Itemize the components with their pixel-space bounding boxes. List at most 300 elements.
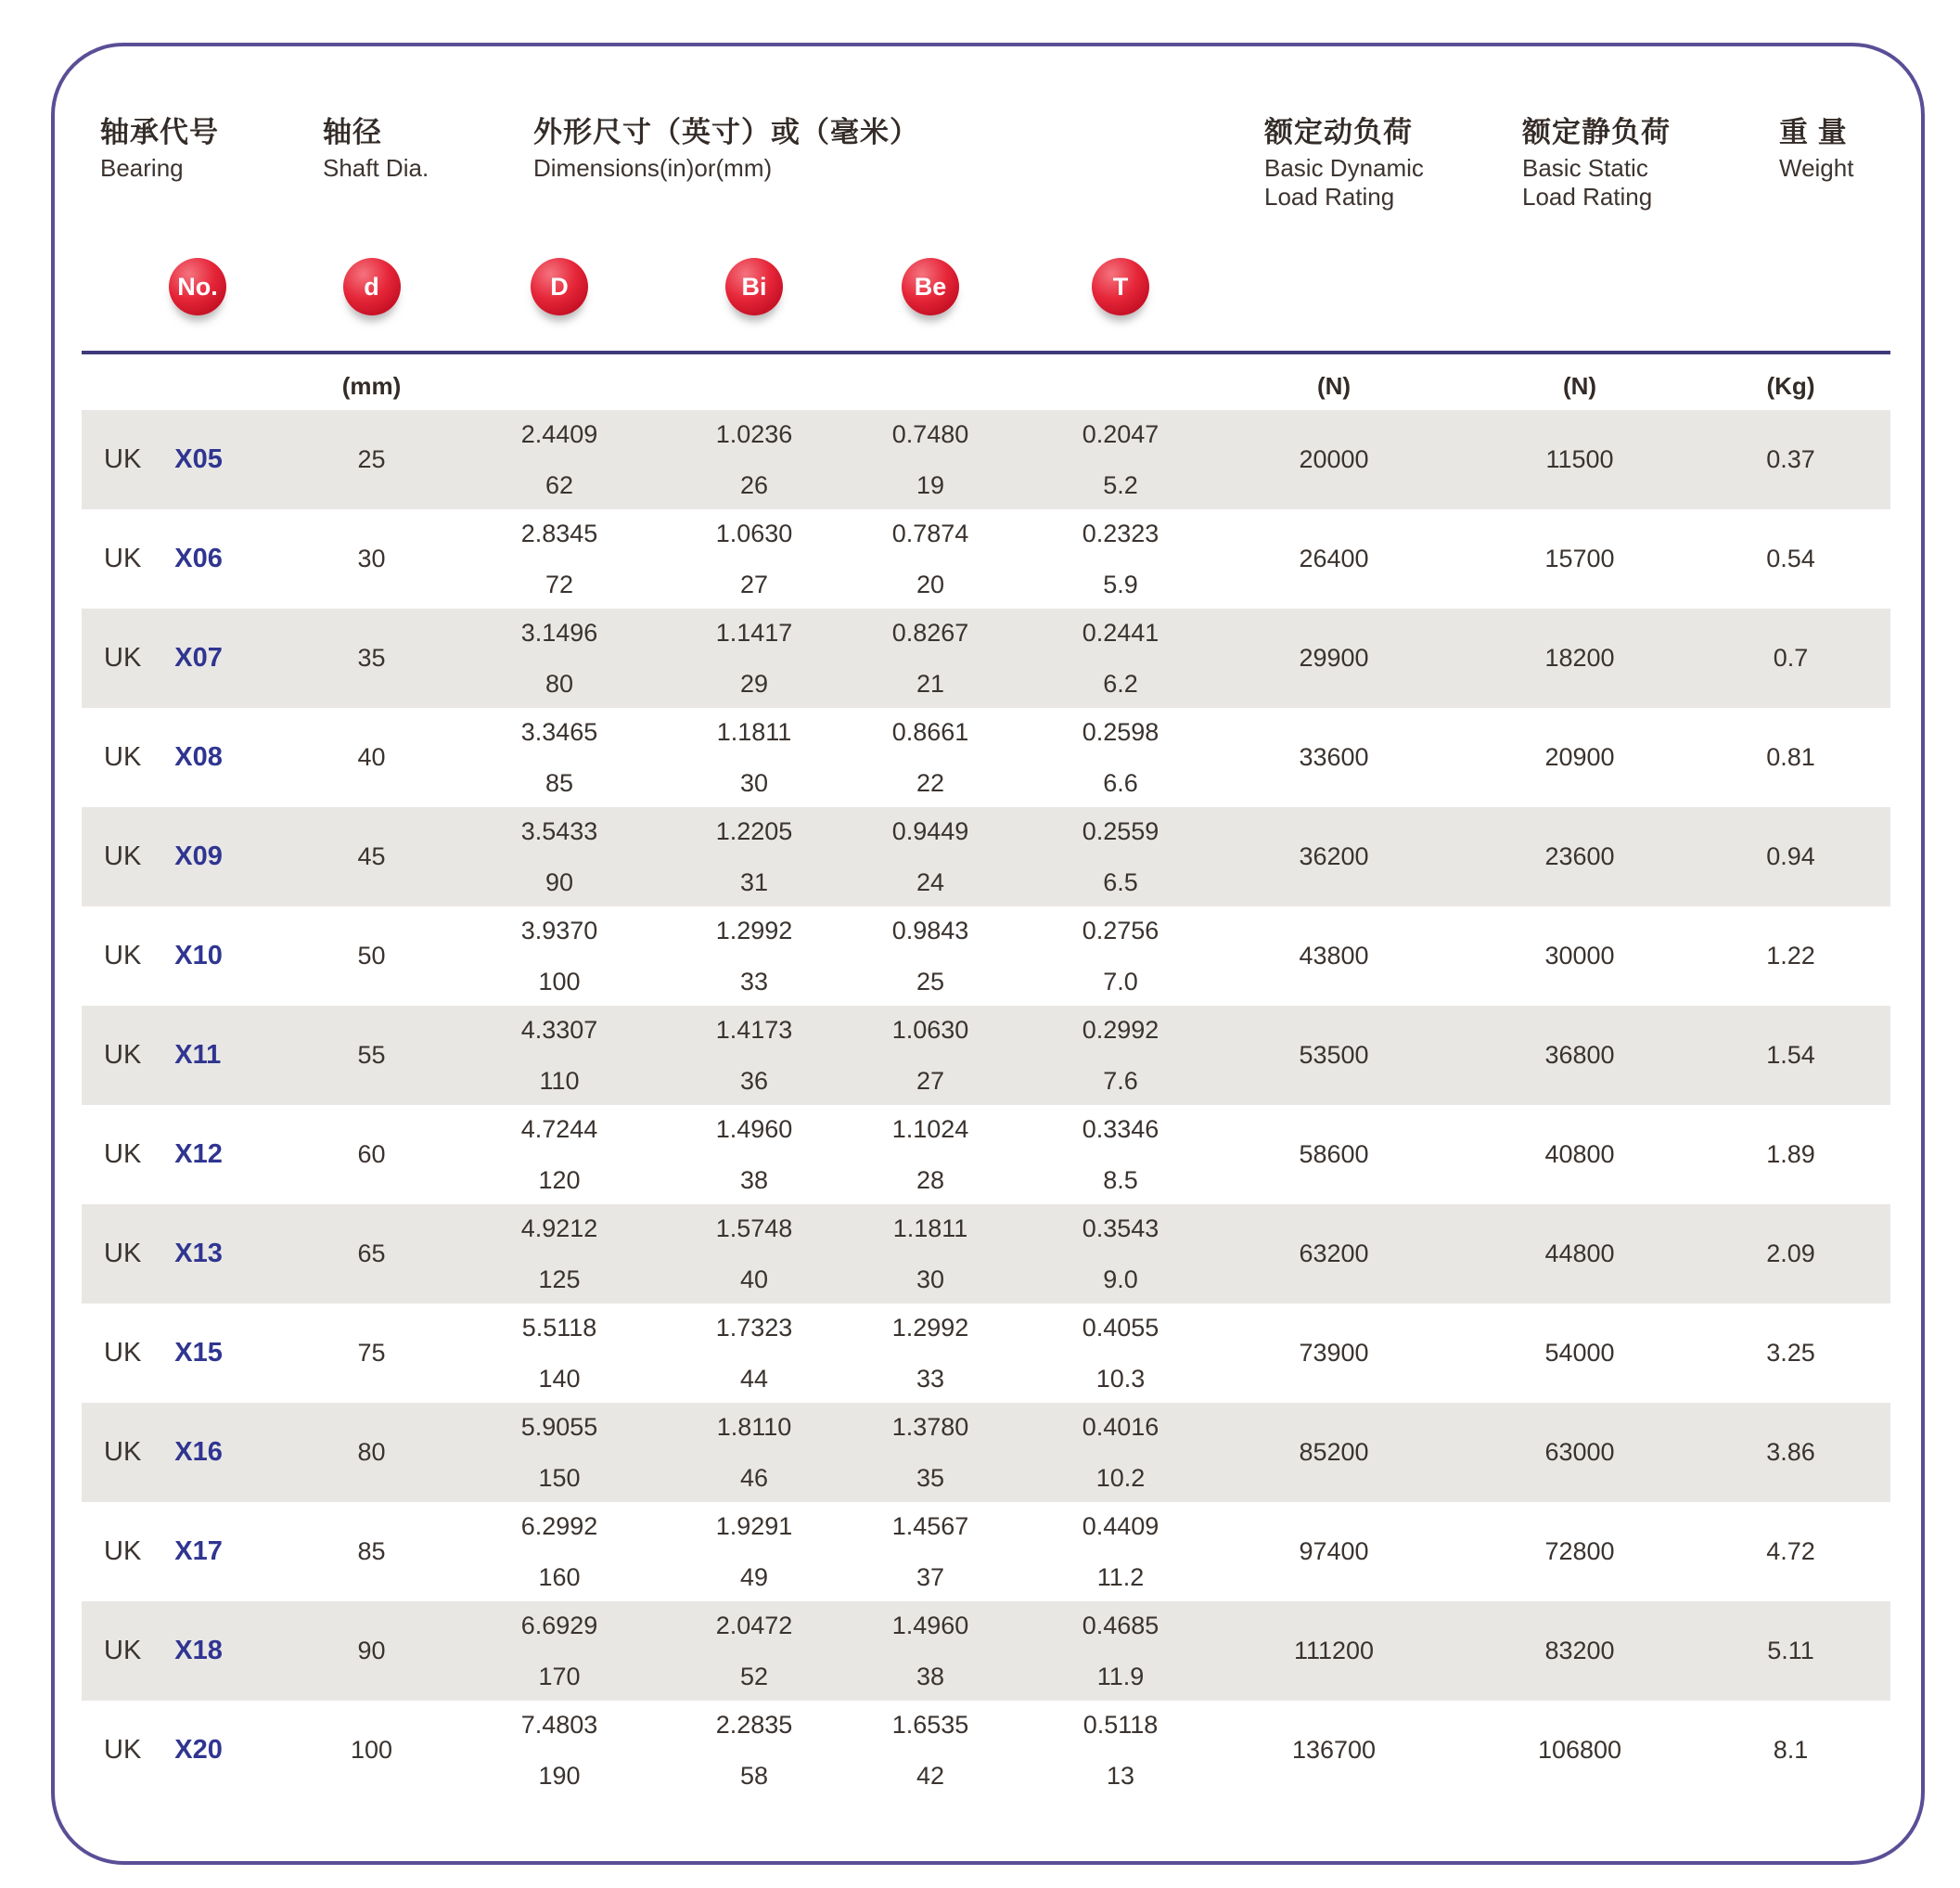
header-static-zh: 额定静负荷 (1522, 116, 1671, 148)
dim-Bi-cell (689, 1304, 819, 1403)
header-dynamic-zh: 额定动负荷 (1264, 116, 1413, 148)
dim-D-mm: 120 (538, 1165, 581, 1194)
dim-Be-mm: 19 (916, 470, 945, 499)
dim-T-inch: 0.2992 (1082, 1015, 1159, 1044)
dim-Bi-inch: 1.9291 (715, 1511, 793, 1540)
dim-Be-inch: 1.1811 (892, 1214, 968, 1242)
dim-Be-inch: 1.0630 (891, 1015, 969, 1044)
bearing-cell (82, 1006, 314, 1105)
badge-d-icon: d (343, 258, 401, 315)
shaft-dia-cell: 40 (357, 743, 386, 771)
bearing-number: X17 (174, 1536, 223, 1566)
dim-Be-cell (819, 807, 1042, 906)
dim-Be-cell (819, 1304, 1042, 1403)
shaft-dia-cell: 100 (350, 1736, 393, 1764)
dim-T-mm: 7.6 (1103, 1066, 1138, 1095)
bearing-prefix: UK (104, 941, 142, 970)
bearing-cell (82, 509, 314, 609)
dynamic-load-cell: 29900 (1299, 644, 1369, 672)
dim-Bi-inch: 1.7323 (715, 1313, 793, 1342)
header-weight-en: Weight (1779, 154, 1854, 182)
dim-Bi-cell (689, 1502, 819, 1601)
table-row (82, 1601, 1890, 1701)
weight-cell: 3.86 (1766, 1438, 1815, 1466)
dim-D-cell (429, 609, 689, 708)
dim-D-cell (429, 410, 689, 509)
table-row (82, 1304, 1890, 1403)
dim-Be-inch: 1.6535 (891, 1710, 969, 1739)
badge-no-icon: No. (169, 258, 226, 315)
dim-T-mm: 6.6 (1103, 768, 1138, 797)
dim-D-mm: 90 (544, 867, 574, 896)
header-shaft-zh: 轴径 (323, 116, 382, 148)
dim-Bi-cell (689, 906, 819, 1006)
bearing-number: X13 (174, 1239, 223, 1268)
shaft-dia-cell: 45 (357, 842, 386, 870)
dim-Bi-cell (689, 1701, 819, 1800)
dim-D-mm: 62 (544, 470, 574, 499)
dim-D-inch: 3.5433 (520, 816, 598, 845)
dim-Be-cell (819, 1502, 1042, 1601)
static-load-cell: 11500 (1545, 445, 1614, 473)
dim-Be-cell (819, 509, 1042, 609)
dim-D-mm: 140 (538, 1364, 581, 1393)
dim-Bi-cell (689, 410, 819, 509)
dim-Bi-cell (689, 807, 819, 906)
dim-Be-inch: 1.4567 (891, 1511, 969, 1540)
bearing-cell (82, 1204, 314, 1304)
bearing-cell (82, 609, 314, 708)
dim-T-inch: 0.3346 (1082, 1114, 1159, 1143)
bearing-prefix: UK (104, 1735, 142, 1765)
table-row (82, 807, 1890, 906)
dim-Bi-mm: 26 (739, 470, 769, 499)
weight-cell: 3.25 (1766, 1339, 1815, 1367)
static-load-cell: 72800 (1544, 1537, 1615, 1565)
header-static-en2: Load Rating (1522, 183, 1653, 211)
dim-Bi-cell (689, 509, 819, 609)
header-dimensions-zh: 外形尺寸（英寸）或（毫米） (533, 116, 919, 148)
bearing-number: X18 (174, 1636, 223, 1665)
unit-row (82, 362, 1890, 410)
dim-D-inch: 3.9370 (520, 916, 598, 944)
dim-Bi-mm: 52 (739, 1662, 769, 1690)
bearing-number: X07 (174, 643, 223, 673)
weight-cell: 1.54 (1766, 1041, 1815, 1069)
dim-Bi-mm: 49 (739, 1562, 769, 1591)
dim-D-inch: 6.2992 (520, 1511, 598, 1540)
dim-T-mm: 6.5 (1103, 867, 1138, 896)
shaft-dia-cell: 90 (357, 1637, 386, 1664)
dim-T-cell (1042, 906, 1199, 1006)
dim-D-inch: 5.9055 (520, 1412, 598, 1441)
table-row (82, 1006, 1890, 1105)
dynamic-load-cell: 85200 (1299, 1438, 1369, 1466)
static-load-cell: 106800 (1537, 1736, 1622, 1764)
dim-Be-inch: 0.8267 (891, 618, 969, 647)
bearing-prefix: UK (104, 1437, 142, 1467)
bearing-number: X15 (174, 1338, 223, 1368)
shaft-dia-cell: 60 (357, 1140, 386, 1168)
dynamic-load-cell: 36200 (1299, 842, 1369, 870)
table-row (82, 609, 1890, 708)
dim-Be-mm: 25 (916, 967, 945, 995)
weight-cell: 1.89 (1766, 1140, 1815, 1168)
dim-T-inch: 0.2559 (1082, 816, 1159, 845)
bearing-cell (82, 906, 314, 1006)
dim-Bi-mm: 29 (739, 669, 769, 698)
badge-Bi-icon: Bi (725, 258, 783, 315)
dim-Bi-cell (689, 1105, 819, 1204)
dim-D-mm: 110 (539, 1066, 580, 1095)
shaft-dia-cell: 50 (357, 942, 386, 970)
dim-D-cell (429, 509, 689, 609)
dim-Bi-mm: 44 (739, 1364, 769, 1393)
dim-D-cell (429, 1304, 689, 1403)
dim-D-inch: 7.4803 (520, 1710, 598, 1739)
dim-T-mm: 13 (1106, 1761, 1135, 1790)
table-row (82, 906, 1890, 1006)
dynamic-load-cell: 136700 (1291, 1736, 1377, 1764)
table-row (82, 708, 1890, 807)
shaft-dia-cell: 80 (357, 1438, 386, 1466)
table-row (82, 509, 1890, 609)
static-load-cell: 44800 (1544, 1239, 1615, 1267)
bearing-prefix: UK (104, 1040, 142, 1070)
dim-Be-inch: 1.2992 (891, 1313, 969, 1342)
shaft-dia-cell: 55 (357, 1041, 386, 1069)
dynamic-load-cell: 53500 (1299, 1041, 1369, 1069)
static-load-cell: 40800 (1544, 1140, 1615, 1168)
dim-T-inch: 0.5118 (1082, 1710, 1159, 1739)
badge-Be-icon: Be (902, 258, 959, 315)
dim-Be-mm: 33 (916, 1364, 945, 1393)
dim-T-inch: 0.4016 (1082, 1412, 1159, 1441)
dim-Bi-inch: 2.0472 (715, 1611, 793, 1639)
badge-D-icon: D (531, 258, 588, 315)
dim-Bi-mm: 30 (739, 768, 769, 797)
static-load-cell: 15700 (1544, 545, 1615, 572)
dim-Be-inch: 1.4960 (891, 1611, 969, 1639)
dim-T-cell (1042, 609, 1199, 708)
dim-Bi-cell (689, 1204, 819, 1304)
dim-Be-cell (819, 906, 1042, 1006)
dim-D-cell (429, 1601, 689, 1701)
dim-D-mm: 100 (538, 967, 581, 995)
table-row (82, 410, 1890, 509)
table-row (82, 1403, 1890, 1502)
bearing-number: X12 (174, 1139, 223, 1169)
static-load-cell: 83200 (1544, 1637, 1615, 1664)
badge-row (82, 254, 1890, 319)
dim-D-mm: 125 (538, 1265, 581, 1293)
header-static-en1: Basic Static (1522, 154, 1648, 182)
dim-Be-inch: 0.7480 (891, 419, 969, 448)
dim-D-cell (429, 708, 689, 807)
header-shaft-dia (314, 117, 429, 183)
dim-D-cell (429, 1204, 689, 1304)
bearing-prefix: UK (104, 742, 142, 772)
header-shaft-en: Shaft Dia. (323, 154, 429, 182)
dim-Be-cell (819, 1006, 1042, 1105)
bearing-cell (82, 807, 314, 906)
dim-T-cell (1042, 1204, 1199, 1304)
dim-T-cell (1042, 807, 1199, 906)
header-dimensions-en: Dimensions(in)or(mm) (533, 154, 773, 182)
static-load-cell: 36800 (1544, 1041, 1615, 1069)
shaft-dia-cell: 35 (357, 644, 386, 672)
bearing-prefix: UK (104, 1536, 142, 1566)
dim-D-cell (429, 1006, 689, 1105)
dim-Bi-inch: 1.1417 (715, 618, 793, 647)
dim-T-cell (1042, 708, 1199, 807)
bearing-cell (82, 1601, 314, 1701)
static-load-cell: 20900 (1544, 743, 1615, 771)
dim-Be-mm: 30 (916, 1265, 945, 1293)
dim-Bi-inch: 1.0236 (715, 419, 793, 448)
dim-D-inch: 6.6929 (520, 1611, 598, 1639)
header-weight (1691, 117, 1890, 183)
dim-T-inch: 0.3543 (1082, 1214, 1159, 1242)
dim-Bi-mm: 40 (739, 1265, 769, 1293)
bearing-cell (82, 1105, 314, 1204)
dim-T-cell (1042, 1304, 1199, 1403)
dim-T-inch: 0.4055 (1082, 1313, 1159, 1342)
dim-T-cell (1042, 1502, 1199, 1601)
dim-D-mm: 72 (544, 570, 574, 598)
dim-D-inch: 3.1496 (520, 618, 598, 647)
bearing-cell (82, 1502, 314, 1601)
dim-D-inch: 4.3307 (520, 1015, 598, 1044)
dim-Bi-inch: 1.2205 (715, 816, 793, 845)
dim-Be-cell (819, 609, 1042, 708)
header-bearing (82, 117, 314, 183)
table-row (82, 1502, 1890, 1601)
header-dimensions (429, 117, 1199, 183)
table-body (82, 410, 1890, 1800)
dim-D-cell (429, 807, 689, 906)
bearing-prefix: UK (104, 1239, 142, 1268)
unit-dynamic: (N) (1316, 371, 1352, 400)
dim-T-mm: 7.0 (1103, 967, 1138, 995)
dim-Bi-cell (689, 1601, 819, 1701)
bearing-cell (82, 1403, 314, 1502)
weight-cell: 8.1 (1773, 1736, 1809, 1764)
dim-Bi-cell (689, 1403, 819, 1502)
dim-Be-mm: 21 (916, 669, 945, 698)
dim-T-cell (1042, 509, 1199, 609)
weight-cell: 0.81 (1766, 743, 1815, 771)
dim-T-cell (1042, 1601, 1199, 1701)
dim-Be-inch: 1.3780 (891, 1412, 969, 1441)
unit-shaft: (mm) (341, 371, 402, 400)
dim-D-inch: 5.5118 (521, 1313, 597, 1342)
shaft-dia-cell: 85 (357, 1537, 386, 1565)
dim-Bi-mm: 27 (739, 570, 769, 598)
dim-T-mm: 10.2 (1095, 1463, 1146, 1492)
unit-static: (N) (1562, 371, 1597, 400)
dim-T-cell (1042, 1006, 1199, 1105)
dim-T-mm: 5.9 (1103, 570, 1138, 598)
bearing-number: X20 (174, 1735, 223, 1765)
dim-Be-mm: 42 (916, 1761, 945, 1790)
dim-D-cell (429, 1502, 689, 1601)
dim-Bi-inch: 1.8110 (716, 1412, 792, 1441)
bearing-number: X11 (174, 1040, 222, 1070)
table-panel (51, 43, 1925, 1865)
dim-Be-cell (819, 410, 1042, 509)
unit-weight: (Kg) (1766, 371, 1815, 400)
dim-T-inch: 0.2441 (1082, 618, 1159, 647)
dim-T-mm: 11.9 (1096, 1662, 1145, 1690)
dim-D-inch: 4.7244 (520, 1114, 598, 1143)
weight-cell: 0.7 (1773, 644, 1809, 672)
bearing-cell (82, 410, 314, 509)
header-static-load (1468, 117, 1691, 212)
dim-T-inch: 0.2598 (1082, 717, 1159, 746)
bearing-cell (82, 1304, 314, 1403)
dim-T-mm: 10.3 (1095, 1364, 1146, 1393)
dim-Bi-mm: 46 (739, 1463, 769, 1492)
dim-Be-mm: 35 (916, 1463, 945, 1492)
dim-D-inch: 4.9212 (520, 1214, 598, 1242)
dim-Be-inch: 1.1024 (891, 1114, 969, 1143)
dim-Bi-mm: 33 (739, 967, 769, 995)
dim-D-mm: 80 (544, 669, 574, 698)
table-row (82, 1204, 1890, 1304)
dim-Be-mm: 28 (916, 1165, 945, 1194)
static-load-cell: 18200 (1544, 644, 1615, 672)
dim-Bi-mm: 58 (739, 1761, 769, 1790)
dim-T-mm: 6.2 (1103, 669, 1138, 698)
static-load-cell: 23600 (1544, 842, 1615, 870)
dim-Bi-inch: 1.5748 (715, 1214, 793, 1242)
dynamic-load-cell: 20000 (1299, 445, 1369, 473)
weight-cell: 1.22 (1766, 942, 1815, 970)
bearing-number: X09 (174, 841, 223, 871)
bearing-cell (82, 1701, 314, 1800)
bearing-prefix: UK (104, 1636, 142, 1665)
dim-Be-cell (819, 1204, 1042, 1304)
dim-Be-mm: 24 (916, 867, 945, 896)
bearing-prefix: UK (104, 1338, 142, 1368)
weight-cell: 4.72 (1766, 1537, 1815, 1565)
shaft-dia-cell: 65 (357, 1239, 386, 1267)
dim-Bi-inch: 1.4173 (715, 1015, 793, 1044)
dynamic-load-cell: 63200 (1299, 1239, 1369, 1267)
shaft-dia-cell: 30 (357, 545, 386, 572)
shaft-dia-cell: 75 (357, 1339, 386, 1367)
dim-T-cell (1042, 410, 1199, 509)
static-load-cell: 63000 (1544, 1438, 1615, 1466)
dim-Bi-inch: 2.2835 (715, 1710, 793, 1739)
dim-Bi-mm: 36 (739, 1066, 769, 1095)
dim-T-cell (1042, 1403, 1199, 1502)
dim-D-inch: 3.3465 (520, 717, 598, 746)
static-load-cell: 30000 (1544, 942, 1615, 970)
shaft-dia-cell: 25 (357, 445, 386, 473)
dynamic-load-cell: 58600 (1299, 1140, 1369, 1168)
dim-Be-inch: 0.9843 (891, 916, 969, 944)
header-dynamic-load (1199, 117, 1468, 212)
dim-D-cell (429, 906, 689, 1006)
dim-T-inch: 0.4685 (1082, 1611, 1159, 1639)
dynamic-load-cell: 33600 (1299, 743, 1369, 771)
dim-D-cell (429, 1403, 689, 1502)
header-bearing-zh: 轴承代号 (100, 116, 219, 148)
bearing-number: X08 (174, 742, 223, 772)
dim-Be-mm: 22 (916, 768, 945, 797)
dim-D-mm: 190 (538, 1761, 581, 1790)
dim-Be-cell (819, 708, 1042, 807)
dim-D-mm: 150 (538, 1463, 581, 1492)
dim-T-inch: 0.2323 (1082, 519, 1159, 547)
dim-Be-mm: 38 (916, 1662, 945, 1690)
dim-Bi-cell (689, 1006, 819, 1105)
dim-Be-cell (819, 1701, 1042, 1800)
dim-T-mm: 9.0 (1103, 1265, 1138, 1293)
dynamic-load-cell: 73900 (1299, 1339, 1369, 1367)
weight-cell: 5.11 (1767, 1637, 1814, 1664)
bearing-prefix: UK (104, 643, 142, 673)
dim-T-inch: 0.2047 (1082, 419, 1159, 448)
bearing-number: X05 (174, 444, 223, 474)
dim-Be-inch: 0.8661 (891, 717, 969, 746)
bearing-cell (82, 708, 314, 807)
dim-D-inch: 2.8345 (520, 519, 598, 547)
header-bearing-en: Bearing (100, 154, 184, 182)
dynamic-load-cell: 111200 (1293, 1637, 1375, 1664)
weight-cell: 0.94 (1766, 842, 1815, 870)
dim-Bi-mm: 38 (739, 1165, 769, 1194)
dynamic-load-cell: 97400 (1299, 1537, 1369, 1565)
dim-D-mm: 160 (538, 1562, 581, 1591)
dim-Be-inch: 0.9449 (891, 816, 969, 845)
weight-cell: 0.37 (1766, 445, 1815, 473)
table-inner (82, 46, 1890, 1800)
dim-Be-cell (819, 1601, 1042, 1701)
dim-Bi-cell (689, 708, 819, 807)
table-row (82, 1701, 1890, 1800)
dim-Bi-cell (689, 609, 819, 708)
dim-Be-inch: 0.7874 (891, 519, 969, 547)
table-row (82, 1105, 1890, 1204)
dim-Be-mm: 20 (916, 570, 945, 598)
dim-T-cell (1042, 1105, 1199, 1204)
header-dynamic-en2: Load Rating (1264, 183, 1395, 211)
dim-D-cell (429, 1701, 689, 1800)
bearing-prefix: UK (104, 1139, 142, 1169)
weight-cell: 2.09 (1766, 1239, 1815, 1267)
bearing-number: X06 (174, 544, 223, 573)
bearing-prefix: UK (104, 444, 142, 474)
table-header (82, 117, 1890, 212)
badge-T-icon: T (1092, 258, 1149, 315)
dim-Bi-mm: 31 (739, 867, 769, 896)
static-load-cell: 54000 (1544, 1339, 1615, 1367)
dim-Bi-inch: 1.1811 (716, 717, 792, 746)
dim-Be-mm: 37 (916, 1562, 945, 1591)
bearing-number: X10 (174, 941, 223, 970)
dynamic-load-cell: 43800 (1299, 942, 1369, 970)
header-weight-zh: 重 量 (1779, 116, 1848, 148)
dim-T-cell (1042, 1701, 1199, 1800)
dim-Bi-inch: 1.0630 (715, 519, 793, 547)
dim-D-cell (429, 1105, 689, 1204)
dim-Be-cell (819, 1403, 1042, 1502)
dim-T-mm: 8.5 (1103, 1165, 1138, 1194)
bearing-prefix: UK (104, 544, 142, 573)
